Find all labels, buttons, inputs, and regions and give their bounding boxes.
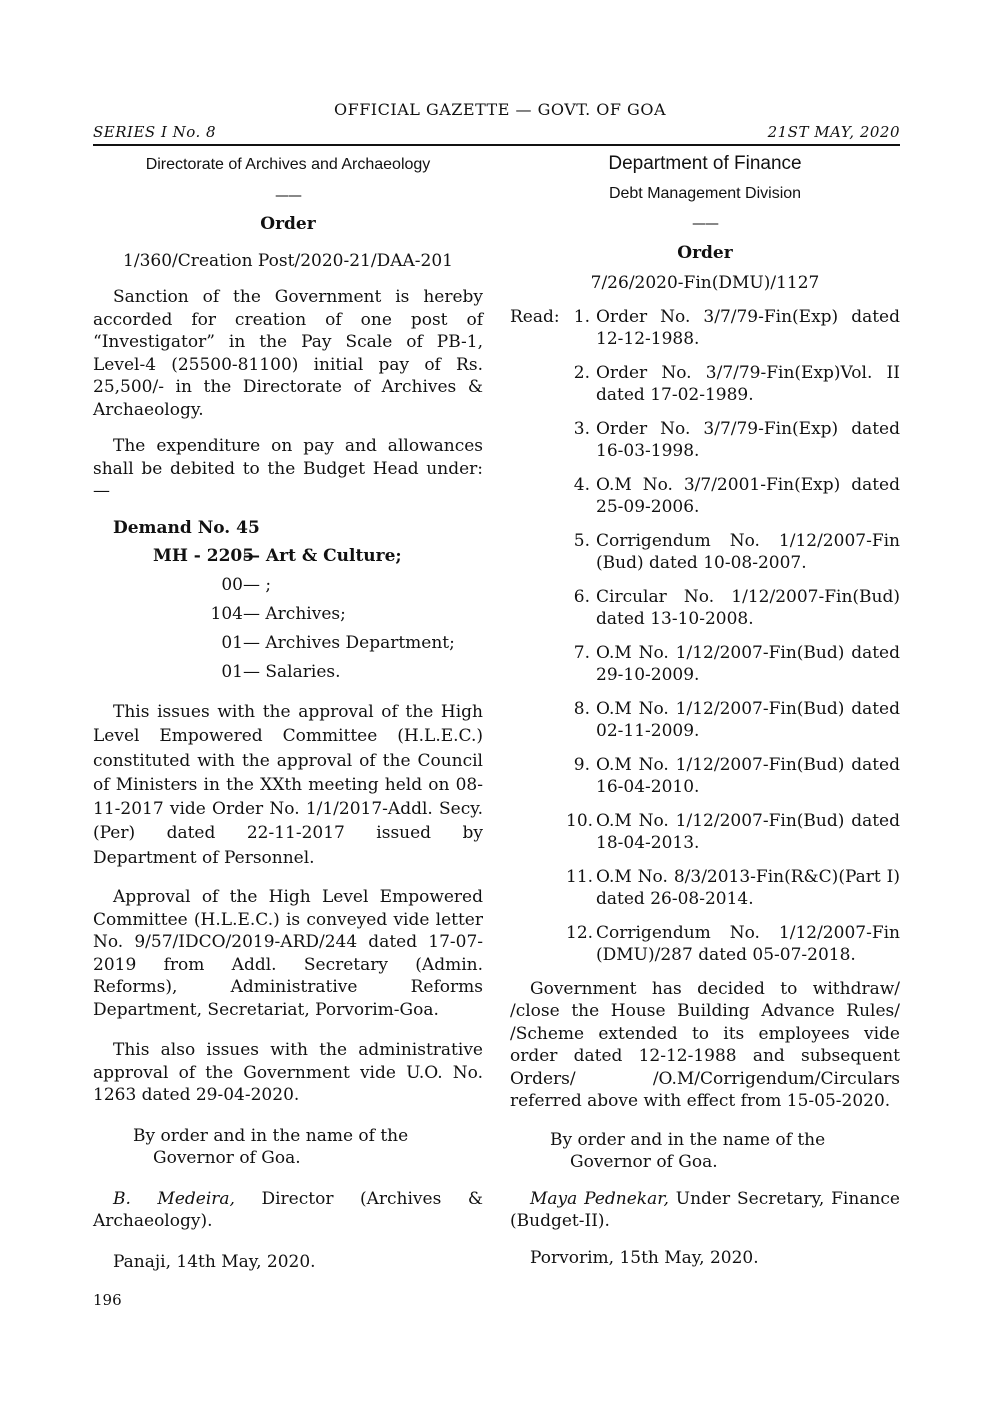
budget-label: — ;	[243, 575, 272, 595]
budget-code: MH - 2205	[153, 546, 255, 566]
signatory	[510, 1188, 900, 1233]
paragraph-sanction: Sanction of the Government is hereby accorded for creation of one post of “Investigator” in the Pay Scale of PB-1, Level-4 (25500-81100) initial pay of Rs. 25,500/- in the Directorate of Archives & Archaeology.	[93, 287, 483, 420]
reference-number: 5.	[573, 530, 590, 551]
paragraph-withdrawal: Government has decided to withdraw/ /close the House Building Advance Rules/ /Scheme extended to its employees vide order dated 12-12-1988 and subsequent Orders/ /O.M/Corrigendum/Circulars referred above with effect from 15-05-2020.	[510, 978, 900, 1111]
reference-text: O.M No. 1/12/2007-Fin(Bud) dated 16-04-2010.	[596, 754, 900, 797]
order-heading: Order	[260, 214, 316, 234]
paragraph-admin-approval: This also issues with the administrative approval of the Government vide U.O. No. 1263 dated 29-04-2020.	[93, 1040, 483, 1106]
reference-text: Corrigendum No. 1/12/2007-Fin (DMU)/287 dated 05-07-2018.	[596, 922, 900, 965]
reference-item	[510, 810, 900, 855]
budget-row	[93, 661, 483, 690]
gazette-title: OFFICIAL GAZETTE — GOVT. OF GOA	[333, 100, 666, 119]
place-date: Panaji, 14th May, 2020.	[113, 1251, 316, 1272]
right-column	[510, 148, 900, 1269]
reference-text: O.M No. 8/3/2013-Fin(R&C)(Part I) dated 26-08-2014.	[596, 866, 900, 909]
order-heading: Order	[677, 242, 733, 263]
read-label: Read:	[510, 306, 560, 327]
reference-item	[510, 474, 900, 519]
budget-label: — Archives Department;	[243, 633, 455, 653]
reference-text: O.M No. 1/12/2007-Fin(Bud) dated 02-11-2009.	[596, 698, 900, 741]
reference-text: O.M No. 3/7/2001-Fin(Exp) dated 25-09-2006.	[596, 474, 900, 517]
reference-number: 10.	[566, 810, 594, 831]
order-number: 7/26/2020-Fin(DMU)/1127	[590, 273, 820, 293]
signatory-name: Maya Pednekar,	[530, 1188, 669, 1209]
budget-label: — Salaries.	[243, 662, 341, 682]
reference-number: 8.	[573, 698, 590, 719]
reference-item	[510, 866, 900, 911]
budget-head-list	[93, 545, 483, 690]
reference-text: O.M No. 1/12/2007-Fin(Bud) dated 29-10-2009.	[596, 642, 900, 685]
demand-number: Demand No. 45	[113, 517, 260, 538]
reference-text: Order No. 3/7/79-Fin(Exp)Vol. II dated 17-02-1989.	[596, 362, 900, 405]
header-rule	[93, 144, 900, 146]
paragraph-hlec-letter: Approval of the High Level Empowered Committee (H.L.E.C.) is conveyed vide letter No. 9/57/IDCO/2019-ARD/244 dated 17-07-2019 from Addl. Secretary (Admin. Reforms), Administrative Reforms Department, Secretariat, Porvorim-Goa.	[93, 887, 483, 1020]
reference-number: 12.	[566, 922, 594, 943]
reference-text: Order No. 3/7/79-Fin(Exp) dated 12-12-1988.	[596, 306, 900, 349]
signatory-name: B. Medeira,	[113, 1188, 235, 1209]
signatory-title: Director (Archives & Archaeology).	[93, 1188, 483, 1232]
reference-item	[510, 362, 900, 407]
signatory-title: Under Secretary, Finance (Budget-II).	[510, 1188, 900, 1231]
reference-text: Order No. 3/7/79-Fin(Exp) dated 16-03-1998.	[596, 418, 900, 461]
reference-item	[510, 922, 900, 967]
budget-code: 01	[221, 633, 243, 653]
reference-number: 2.	[573, 362, 590, 383]
reference-item	[510, 530, 900, 575]
division-name: Debt Management Division	[608, 184, 802, 202]
page-number: 196	[93, 1291, 122, 1309]
signatory	[93, 1188, 483, 1233]
order-number: 1/360/Creation Post/2020-21/DAA-201	[123, 250, 453, 271]
budget-row	[93, 545, 483, 574]
left-column	[93, 148, 483, 1273]
reference-item	[510, 754, 900, 799]
by-order-line: By order and in the name of the Governor of Goa.	[133, 1125, 409, 1169]
paragraph-expenditure: The expenditure on pay and allowances shall be debited to the Budget Head under:—	[93, 436, 483, 501]
by-order-line: By order and in the name of the Governor of Goa.	[550, 1129, 826, 1172]
series-number: SERIES I No. 8	[93, 123, 217, 141]
budget-label: — Archives;	[243, 604, 346, 624]
reference-number: 9.	[573, 754, 590, 775]
department-name: Department of Finance	[608, 153, 802, 174]
reference-number: 1.	[573, 306, 590, 327]
budget-code: 01	[221, 662, 243, 682]
reference-text: Corrigendum No. 1/12/2007-Fin (Bud) dated 10-08-2007.	[596, 530, 900, 573]
reference-list	[510, 306, 900, 967]
separator-dash: ——	[692, 216, 718, 232]
reference-text: Circular No. 1/12/2007-Fin(Bud) dated 13-10-2008.	[596, 586, 900, 629]
reference-number: 7.	[573, 642, 590, 663]
budget-row	[93, 603, 483, 632]
budget-code: 00	[221, 575, 243, 595]
reference-item	[510, 306, 900, 351]
reference-item	[510, 586, 900, 631]
budget-label: — Art & Culture;	[243, 546, 402, 566]
place-date: Porvorim, 15th May, 2020.	[530, 1247, 759, 1268]
reference-number: 4.	[573, 474, 590, 495]
reference-number: 3.	[573, 418, 590, 439]
reference-item	[510, 642, 900, 687]
budget-code: 104	[210, 604, 243, 624]
reference-number: 11.	[566, 866, 594, 887]
department-name: Directorate of Archives and Archaeology	[145, 156, 431, 173]
reference-item	[510, 698, 900, 743]
budget-row	[93, 574, 483, 603]
separator-dash: ——	[275, 187, 301, 204]
reference-number: 6.	[573, 586, 590, 607]
reference-text: O.M No. 1/12/2007-Fin(Bud) dated 18-04-2013.	[596, 810, 900, 853]
paragraph-hlec-approval: This issues with the approval of the High Level Empowered Committee (H.L.E.C.) constituted with the approval of the Council of Ministers in the XXth meeting held on 08-11-2017 vide Order No. 1/1/2017-Addl. Secy. (Per) dated 22-11-2017 issued by Department of Personnel.	[93, 702, 483, 868]
reference-item	[510, 418, 900, 463]
issue-date: 21ST MAY, 2020	[767, 123, 900, 141]
budget-row	[93, 632, 483, 661]
